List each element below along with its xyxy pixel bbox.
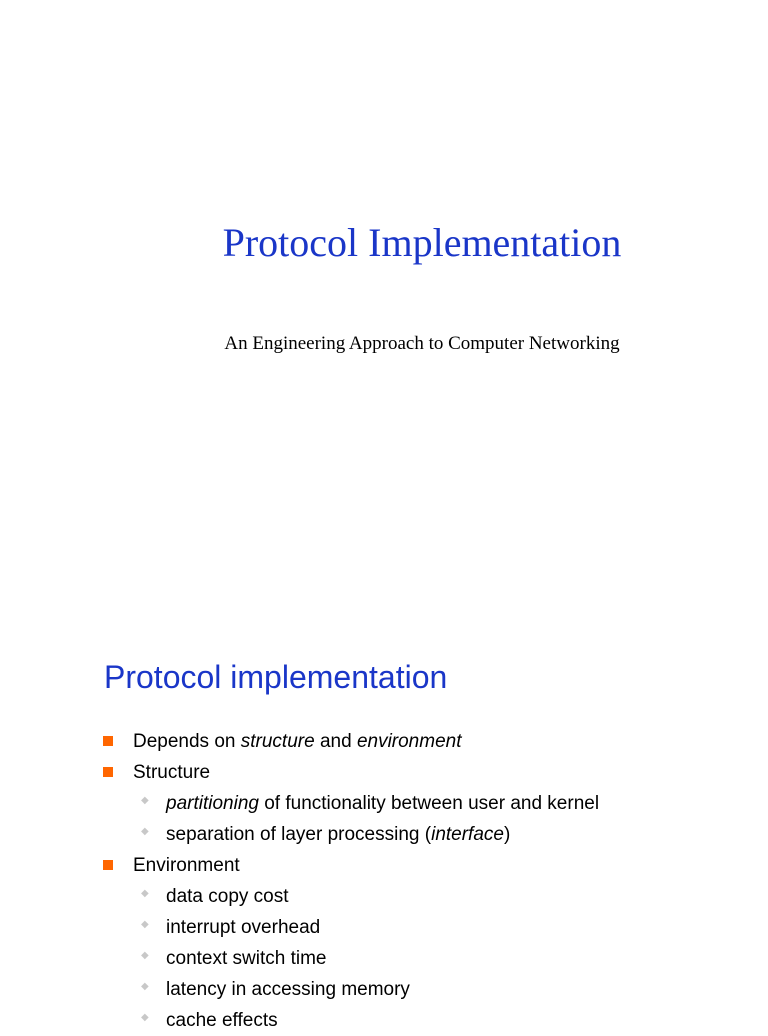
bullet-text: cache effects	[166, 1010, 278, 1031]
gray-diamond-bullet-icon: ◆	[141, 826, 149, 837]
sub-bullet-context-switch-time	[0, 943, 768, 974]
bullet-text: separation of layer processing (	[166, 824, 432, 845]
bullet-emphasis: environment	[356, 731, 462, 752]
slide1-subtitle: An Engineering Approach to Computer Networking	[224, 333, 620, 354]
gray-diamond-bullet-icon: ◆	[141, 888, 149, 899]
bullet-text: data copy cost	[166, 886, 289, 907]
orange-square-bullet-icon	[103, 736, 113, 746]
bullet-emphasis: partitioning	[166, 793, 259, 814]
sub-bullet-interrupt-overhead	[0, 912, 768, 943]
gray-diamond-bullet-icon: ◆	[141, 981, 149, 992]
bullet-text: of functionality between user and kernel	[258, 793, 600, 814]
sub-bullet-cache-effects	[0, 1005, 768, 1036]
bullet-text: Depends on	[133, 731, 241, 752]
slide2-title: Protocol implementation	[104, 659, 448, 695]
sub-bullet-separation	[0, 819, 768, 850]
bullet-structure	[0, 757, 768, 788]
bullet-text: )	[503, 824, 511, 845]
bullet-environment	[0, 850, 768, 881]
orange-square-bullet-icon	[103, 860, 113, 870]
gray-diamond-bullet-icon: ◆	[141, 795, 149, 806]
gray-diamond-bullet-icon: ◆	[141, 950, 149, 961]
gray-diamond-bullet-icon: ◆	[141, 919, 149, 930]
slide1-title: Protocol Implementation	[222, 220, 622, 265]
bullet-list	[0, 726, 768, 1036]
bullet-text: and	[314, 731, 357, 752]
bullet-text: context switch time	[166, 948, 327, 969]
sub-bullet-data-copy-cost	[0, 881, 768, 912]
bullet-emphasis: structure	[240, 731, 315, 752]
sub-bullet-partitioning	[0, 788, 768, 819]
bullet-text: Environment	[133, 855, 240, 876]
bullet-emphasis: interface	[431, 824, 504, 845]
orange-square-bullet-icon	[103, 767, 113, 777]
bullet-depends-on	[0, 726, 768, 757]
sub-bullet-memory-latency	[0, 974, 768, 1005]
bullet-text: Structure	[133, 762, 211, 783]
bullet-text: interrupt overhead	[166, 917, 321, 938]
gray-diamond-bullet-icon: ◆	[141, 1012, 149, 1023]
bullet-text: latency in accessing memory	[166, 979, 410, 1000]
